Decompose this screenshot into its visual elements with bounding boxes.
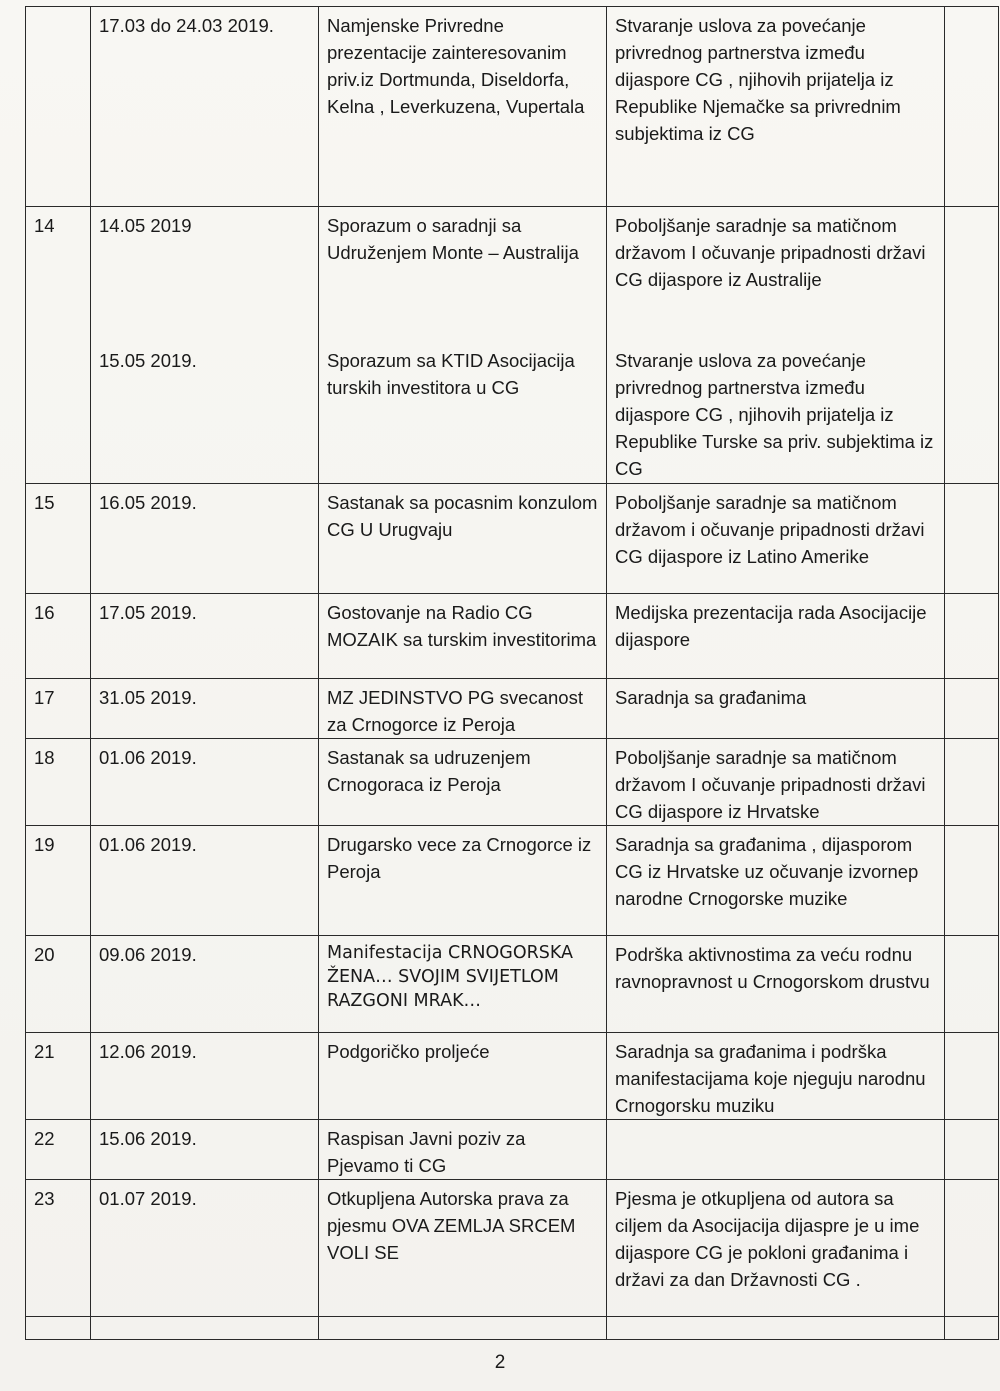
row-date: 01.06 2019. (91, 739, 319, 826)
row-extra-cell (945, 936, 999, 1033)
row-date: 12.06 2019. (91, 1033, 319, 1120)
table-row (26, 7, 999, 207)
row-extra-cell (945, 207, 999, 484)
table-row (26, 679, 999, 739)
row-date: 16.05 2019. (91, 484, 319, 594)
row-date: 17.03 do 24.03 2019. (91, 7, 319, 207)
row-date: 09.06 2019. (91, 936, 319, 1033)
row-activity: Podgoričko proljeće (319, 1033, 607, 1120)
entry-goal: Poboljšanje saradnje sa matičnom državom I očuvanje pripadnosti državi CG dijaspore iz Australije (615, 215, 926, 290)
row-goal: Stvaranje uslova za povećanje privrednog partnerstva između dijaspore CG , njihovih prijatelja iz Republike Njemačke sa privrednim subjektima iz CG (607, 7, 945, 207)
row-goal: Pjesma je otkupljena od autora sa ciljem da Asocijacija dijaspre je u ime dijaspore CG je pokloni građanima i državi za dan Državnosti CG . (607, 1180, 945, 1317)
activities-table (25, 6, 999, 1340)
row-number: 23 (26, 1180, 91, 1317)
entry-goal: Stvaranje uslova za povećanje privrednog partnerstva između dijaspore CG , njihovih prijatelja iz Republike Turske sa priv. subjektima iz CG (615, 350, 934, 479)
entry-date: 15.05 2019. (99, 350, 197, 371)
entry-activity: Sporazum o saradnji sa Udruženjem Monte – Australija (327, 215, 579, 263)
row-date: 15.06 2019. (91, 1120, 319, 1180)
row-goal: Saradnja sa građanima (607, 679, 945, 739)
row-extra-cell (945, 484, 999, 594)
table-row (26, 826, 999, 936)
row-activity: Sastanak sa pocasnim konzulom CG U Urugvaju (319, 484, 607, 594)
row-extra-cell (945, 1033, 999, 1120)
row-number: 20 (26, 936, 91, 1033)
row-goal: Poboljšanje saradnje sa matičnom državom I očuvanje pripadnosti državi CG dijaspore iz Hrvatske (607, 739, 945, 826)
row-number: 21 (26, 1033, 91, 1120)
row-goal: Medijska prezentacija rada Asocijacije dijaspore (607, 594, 945, 679)
row-activity: MZ JEDINSTVO PG svecanost za Crnogorce iz Peroja (319, 679, 607, 739)
entry-date: 14.05 2019 (99, 215, 192, 236)
table-row (26, 207, 999, 484)
empty-table-row (26, 1317, 999, 1340)
table-row (26, 1033, 999, 1120)
row-date (91, 207, 319, 484)
row-date: 17.05 2019. (91, 594, 319, 679)
table-row (26, 484, 999, 594)
row-number: 18 (26, 739, 91, 826)
row-activity: Drugarsko vece za Crnogorce iz Peroja (319, 826, 607, 936)
row-number: 14 (26, 207, 91, 484)
row-goal (607, 207, 945, 484)
row-number (26, 7, 91, 207)
row-date: 01.07 2019. (91, 1180, 319, 1317)
row-extra-cell (945, 1180, 999, 1317)
row-activity: Raspisan Javni poziv za Pjevamo ti CG (319, 1120, 607, 1180)
page-number: 2 (494, 1352, 506, 1373)
row-extra-cell (945, 679, 999, 739)
row-extra-cell (945, 7, 999, 207)
row-activity: Gostovanje na Radio CG MOZAIK sa turskim investitorima (319, 594, 607, 679)
row-number: 17 (26, 679, 91, 739)
row-number: 15 (26, 484, 91, 594)
table-row (26, 594, 999, 679)
entry-activity: Sporazum sa KTID Asocijacija turskih investitora u CG (327, 350, 575, 398)
row-number: 19 (26, 826, 91, 936)
table-row (26, 739, 999, 826)
row-number: 16 (26, 594, 91, 679)
row-extra-cell (945, 1120, 999, 1180)
table-row (26, 936, 999, 1033)
row-goal: Saradnja sa građanima i podrška manifestacijama koje njeguju narodnu Crnogorsku muziku (607, 1033, 945, 1120)
row-activity: Sastanak sa udruzenjem Crnogoraca iz Peroja (319, 739, 607, 826)
row-date: 31.05 2019. (91, 679, 319, 739)
row-extra-cell (945, 594, 999, 679)
row-number: 22 (26, 1120, 91, 1180)
row-activity: Namjenske Privredne prezentacije zainteresovanim priv.iz Dortmunda, Diseldorfa, Kelna , Leverkuzena, Vupertala (319, 7, 607, 207)
table-row (26, 1120, 999, 1180)
row-extra-cell (945, 739, 999, 826)
row-goal (607, 1120, 945, 1180)
row-goal: Saradnja sa građanima , dijasporom CG iz Hrvatske uz očuvanje izvornep narodne Crnogorske muzike (607, 826, 945, 936)
row-extra-cell (945, 826, 999, 936)
row-goal: Poboljšanje saradnje sa matičnom državom i očuvanje pripadnosti državi CG dijaspore iz Latino Amerike (607, 484, 945, 594)
table-row (26, 1180, 999, 1317)
row-activity: Otkupljena Autorska prava za pjesmu OVA ZEMLJA SRCEM VOLI SE (319, 1180, 607, 1317)
row-activity (319, 207, 607, 484)
row-date: 01.06 2019. (91, 826, 319, 936)
row-activity: Manifestacija CRNOGORSKA ŽENA… SVOJIM SVIJETLOM RAZGONI MRAK… (319, 936, 607, 1033)
row-goal: Podrška aktivnostima za veću rodnu ravnopravnost u Crnogorskom drustvu (607, 936, 945, 1033)
